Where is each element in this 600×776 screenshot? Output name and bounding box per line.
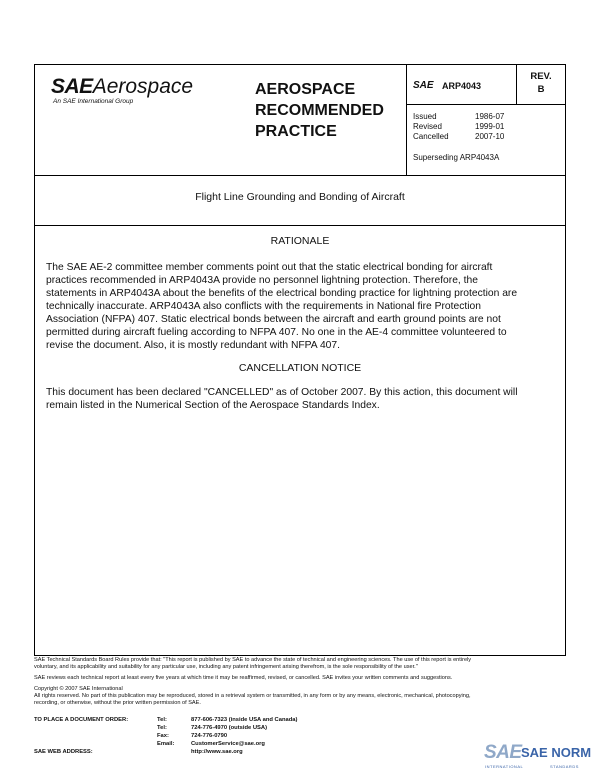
norm-sub-left: INTERNATIONAL [485,764,524,769]
web-address-label: SAE WEB ADDRESS: [34,749,93,755]
order-label: TO PLACE A DOCUMENT ORDER: [34,717,129,723]
rationale-heading: RATIONALE [270,235,330,247]
norm-sub-right: STANDARDS [550,764,579,769]
date-label: Cancelled [413,132,449,141]
rationale-paragraph [46,261,556,352]
sae-norm-watermark-logo [484,742,596,772]
footer-line: SAE Technical Standards Board Rules provide that: "This report is published by SAE to advance the state of technical and engineering sciences. The use of this report is entirely [34,657,472,663]
doc-type-cell [250,65,407,175]
doc-number-box [407,65,517,105]
cancellation-paragraph [46,386,556,412]
contact-key: Tel: [157,725,167,731]
doc-type-heading: AEROSPACE RECOMMENDED PRACTICE [255,81,384,140]
sae-small-logo: SAE [413,80,434,91]
text-line: practices recommended in ARP4043A provide no personnel lightning protection. Therefore, the [46,275,478,286]
fax-value: 724-776-0790 [191,733,228,739]
text-line: technically inaccurate. ARP4043A also conflicts with the requirements in National fire Protection [46,301,481,312]
text-line: Association (NFPA) 407. Static electrical bonds between the aircraft and earth ground points are not [46,314,501,325]
norm-sae-mark: SAE [484,742,522,763]
logo-cell [35,65,250,175]
text-line: remain listed in the Numerical Section of the Aerospace Standards Index. [46,400,380,411]
date-value: 1986-07 [475,112,505,121]
cancellation-heading: CANCELLATION NOTICE [238,362,362,374]
date-value: 2007-10 [475,132,505,141]
email-link[interactable]: CustomerService@sae.org [191,741,265,747]
web-address-link[interactable]: http://www.sae.org [191,749,243,755]
text-line: This document has been declared "CANCELLED" as of October 2007. By this action, this document will [46,387,518,398]
date-label: Revised [413,122,442,131]
date-value: 1999-01 [475,122,505,131]
footer-line: SAE reviews each technical report at least every five years at which time it may be reaffirmed, revised, or cancelled. SAE invites your written comments and suggestions. [34,675,453,681]
contact-key: Email: [157,741,175,747]
logo-aerospace-text: Aerospace [92,75,194,98]
document-frame [34,64,566,656]
date-label: Issued [413,112,437,121]
contact-key: Tel: [157,717,167,723]
copyright-line: Copyright © 2007 SAE International [34,686,123,692]
text-line: statements in ARP4043A about the benefits of the electrical bonding practice for lightning protection are [46,288,518,299]
footer-line: recording, or otherwise, without the prior written permission of SAE. [34,700,201,706]
document-title: Flight Line Grounding and Bonding of Aircraft [195,191,405,203]
text-line: permitted during aircraft fueling according to NFPA 407. No one in the AE-4 committee volunteered to [46,327,507,338]
contact-key: Fax: [157,733,169,739]
footer-line: All rights reserved. No part of this publication may be reproduced, stored in a retrieval system or transmitted, in any form or by any means, electronic, mechanical, photocopying, [34,693,471,699]
doc-number: ARP4043 [442,81,482,91]
logo-tagline: An SAE International Group [53,98,134,105]
footer-line: voluntary, and its applicability and suitability for any particular use, including any patent infringement arising therefrom, is the sole responsibility of the user." [34,664,418,670]
document-header [35,65,565,176]
revision-value: B [537,84,545,95]
text-line: revise the document. Also, it is mostly redundant with NFPA 407. [46,340,340,351]
norm-text: SAE NORM [521,745,592,760]
title-row [35,176,565,226]
doc-meta-cell [407,65,565,175]
text-line: The SAE AE-2 committee member comments point out that the static electrical bonding for aircraft [46,262,493,273]
revision-box [517,65,565,105]
sae-aerospace-logo [51,75,193,99]
logo-sae-text: SAE [51,75,93,98]
revision-label: REV. [530,71,552,82]
phone-link[interactable]: 877-606-7323 (inside USA and Canada) [191,717,298,723]
phone-link[interactable]: 724-776-4970 (outside USA) [191,725,268,731]
superseding-note: Superseding ARP4043A [413,153,500,162]
